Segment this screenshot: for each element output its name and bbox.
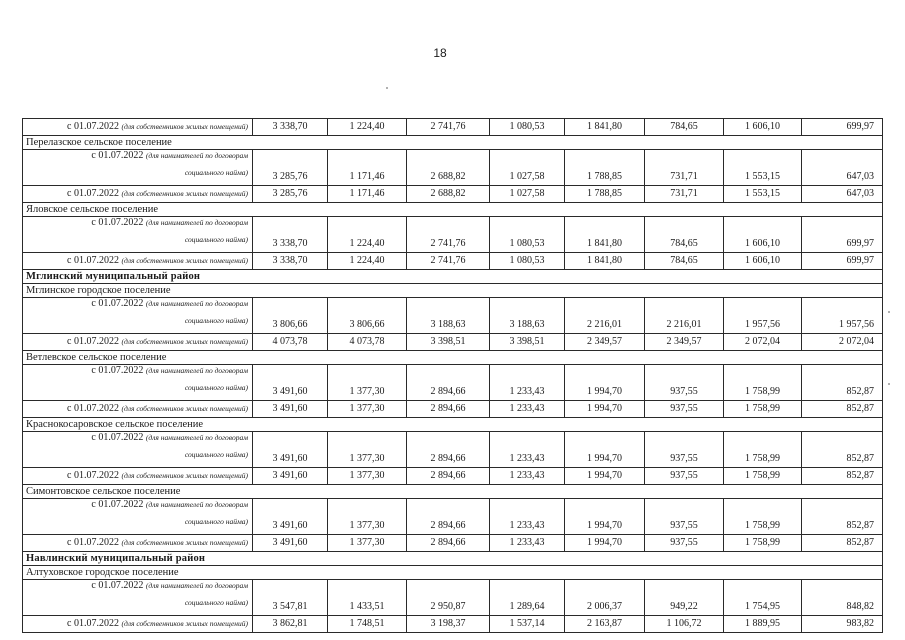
value-cell: 1 080,53: [490, 119, 565, 136]
value-cell: 1 289,64: [490, 580, 565, 616]
row-note-continued: социального найма): [184, 598, 248, 607]
value-cell: 1 994,70: [565, 499, 645, 535]
scan-speck: [888, 311, 890, 313]
row-note: (для собственников жилых помещений): [121, 189, 248, 198]
row-date: с 01.07.2022: [91, 217, 144, 228]
value-cell: 2 006,37: [565, 580, 645, 616]
row-label: [23, 217, 253, 253]
value-cell: 937,55: [645, 432, 724, 468]
table-row: [23, 616, 883, 633]
row-note: (для собственников жилых помещений): [121, 471, 248, 480]
row-date: с 01.07.2022: [67, 470, 119, 481]
value-cell: 3 862,81: [253, 616, 328, 633]
table-row: [23, 580, 883, 616]
value-cell: 2 216,01: [565, 298, 645, 334]
row-date: с 01.07.2022: [91, 365, 144, 376]
settlement-name: Краснокосаровское сельское поселение: [23, 418, 883, 432]
value-cell: 3 188,63: [407, 298, 490, 334]
value-cell: 1 377,30: [328, 432, 407, 468]
value-cell: 1 758,99: [724, 499, 802, 535]
row-label: [23, 535, 253, 552]
row-label: [23, 119, 253, 136]
value-cell: 3 806,66: [328, 298, 407, 334]
row-note: (для нанимателей по договорам: [145, 151, 248, 160]
row-date: с 01.07.2022: [67, 255, 119, 266]
settlement-header-row: [23, 418, 883, 432]
value-cell: 3 285,76: [253, 186, 328, 203]
value-cell: 784,65: [645, 217, 724, 253]
row-date: с 01.07.2022: [91, 150, 144, 161]
row-label: [23, 253, 253, 270]
row-note: (для нанимателей по договорам: [145, 218, 248, 227]
value-cell: 1 553,15: [724, 150, 802, 186]
value-cell: 1 606,10: [724, 217, 802, 253]
value-cell: 1 841,80: [565, 217, 645, 253]
row-date: с 01.07.2022: [67, 403, 119, 414]
value-cell: 3 188,63: [490, 298, 565, 334]
value-cell: 1 233,43: [490, 468, 565, 485]
value-cell: 852,87: [802, 365, 883, 401]
table-row: [23, 468, 883, 485]
row-note-continued: социального найма): [184, 517, 248, 526]
scan-speck: [888, 383, 890, 385]
value-cell: 647,03: [802, 186, 883, 203]
value-cell: 937,55: [645, 535, 724, 552]
settlement-name: Ветлевское сельское поселение: [23, 351, 883, 365]
value-cell: 1 377,30: [328, 468, 407, 485]
value-cell: 3 198,37: [407, 616, 490, 633]
row-note: (для нанимателей по договорам: [145, 299, 248, 308]
value-cell: 1 537,14: [490, 616, 565, 633]
row-date: с 01.07.2022: [91, 432, 144, 443]
settlement-name: Яловское сельское поселение: [23, 203, 883, 217]
row-label: [23, 150, 253, 186]
tariff-table-body: [23, 119, 883, 633]
value-cell: 2 894,66: [407, 535, 490, 552]
value-cell: 1 758,99: [724, 468, 802, 485]
value-cell: 1 754,95: [724, 580, 802, 616]
value-cell: 1 080,53: [490, 217, 565, 253]
row-note: (для собственников жилых помещений): [121, 619, 248, 628]
row-note: (для нанимателей по договорам: [145, 500, 248, 509]
tariff-table: [22, 118, 883, 633]
value-cell: 3 398,51: [407, 334, 490, 351]
value-cell: 848,82: [802, 580, 883, 616]
table-row: [23, 217, 883, 253]
settlement-name: Алтуховское городское поселение: [23, 566, 883, 580]
value-cell: 4 073,78: [328, 334, 407, 351]
row-date: с 01.07.2022: [67, 537, 119, 548]
value-cell: 731,71: [645, 150, 724, 186]
settlement-header-row: [23, 351, 883, 365]
value-cell: 1 433,51: [328, 580, 407, 616]
value-cell: 2 349,57: [565, 334, 645, 351]
row-date: с 01.07.2022: [91, 499, 144, 510]
row-note: (для нанимателей по договорам: [145, 366, 248, 375]
row-label: [23, 580, 253, 616]
value-cell: 3 491,60: [253, 468, 328, 485]
row-note-continued: социального найма): [184, 316, 248, 325]
scan-speck: [386, 87, 388, 89]
value-cell: 1 994,70: [565, 401, 645, 418]
value-cell: 3 338,70: [253, 119, 328, 136]
table-row: [23, 253, 883, 270]
value-cell: 731,71: [645, 186, 724, 203]
row-note-continued: социального найма): [184, 450, 248, 459]
row-note: (для нанимателей по договорам: [145, 433, 248, 442]
value-cell: 1 994,70: [565, 365, 645, 401]
value-cell: 3 491,60: [253, 432, 328, 468]
value-cell: 1 606,10: [724, 253, 802, 270]
table-row: [23, 334, 883, 351]
row-label: [23, 499, 253, 535]
value-cell: 3 491,60: [253, 499, 328, 535]
value-cell: 2 741,76: [407, 217, 490, 253]
value-cell: 983,82: [802, 616, 883, 633]
value-cell: 4 073,78: [253, 334, 328, 351]
value-cell: 1 233,43: [490, 365, 565, 401]
row-note: (для собственников жилых помещений): [121, 538, 248, 547]
value-cell: 1 171,46: [328, 186, 407, 203]
value-cell: 2 741,76: [407, 253, 490, 270]
district-name: Мглинский муниципальный район: [23, 270, 883, 284]
value-cell: 699,97: [802, 119, 883, 136]
value-cell: 1 957,56: [802, 298, 883, 334]
row-date: с 01.07.2022: [91, 298, 144, 309]
value-cell: 949,22: [645, 580, 724, 616]
table-row: [23, 186, 883, 203]
value-cell: 1 889,95: [724, 616, 802, 633]
row-label: [23, 186, 253, 203]
value-cell: 852,87: [802, 401, 883, 418]
row-label: [23, 298, 253, 334]
row-note: (для нанимателей по договорам: [145, 581, 248, 590]
value-cell: 2 950,87: [407, 580, 490, 616]
value-cell: 699,97: [802, 253, 883, 270]
table-row: [23, 535, 883, 552]
value-cell: 1 553,15: [724, 186, 802, 203]
value-cell: 1 758,99: [724, 535, 802, 552]
value-cell: 3 338,70: [253, 217, 328, 253]
row-date: с 01.07.2022: [67, 618, 119, 629]
value-cell: 1 758,99: [724, 365, 802, 401]
settlement-name: Мглинское городское поселение: [23, 284, 883, 298]
row-note: (для собственников жилых помещений): [121, 122, 248, 131]
value-cell: 1 224,40: [328, 119, 407, 136]
settlement-header-row: [23, 203, 883, 217]
value-cell: 2 688,82: [407, 186, 490, 203]
value-cell: 1 106,72: [645, 616, 724, 633]
value-cell: 2 349,57: [645, 334, 724, 351]
value-cell: 3 806,66: [253, 298, 328, 334]
value-cell: 1 377,30: [328, 365, 407, 401]
value-cell: 2 894,66: [407, 468, 490, 485]
value-cell: 937,55: [645, 499, 724, 535]
value-cell: 1 994,70: [565, 535, 645, 552]
value-cell: 1 224,40: [328, 253, 407, 270]
row-date: с 01.07.2022: [91, 580, 144, 591]
value-cell: 2 894,66: [407, 499, 490, 535]
value-cell: 852,87: [802, 499, 883, 535]
row-label: [23, 616, 253, 633]
value-cell: 1 994,70: [565, 432, 645, 468]
row-note: (для собственников жилых помещений): [121, 256, 248, 265]
table-row: [23, 401, 883, 418]
value-cell: 1 748,51: [328, 616, 407, 633]
value-cell: 647,03: [802, 150, 883, 186]
value-cell: 2 688,82: [407, 150, 490, 186]
value-cell: 852,87: [802, 432, 883, 468]
row-label: [23, 365, 253, 401]
row-note: (для собственников жилых помещений): [121, 404, 248, 413]
row-note-continued: социального найма): [184, 168, 248, 177]
value-cell: 1 758,99: [724, 432, 802, 468]
value-cell: 852,87: [802, 468, 883, 485]
table-row: [23, 365, 883, 401]
value-cell: 937,55: [645, 365, 724, 401]
value-cell: 3 491,60: [253, 535, 328, 552]
district-name: Навлинский муниципальный район: [23, 552, 883, 566]
row-label: [23, 334, 253, 351]
value-cell: 3 285,76: [253, 150, 328, 186]
value-cell: 1 233,43: [490, 432, 565, 468]
value-cell: 1 377,30: [328, 401, 407, 418]
value-cell: 699,97: [802, 217, 883, 253]
table-row: [23, 150, 883, 186]
value-cell: 784,65: [645, 119, 724, 136]
value-cell: 2 072,04: [724, 334, 802, 351]
value-cell: 2 741,76: [407, 119, 490, 136]
value-cell: 1 233,43: [490, 535, 565, 552]
value-cell: 1 171,46: [328, 150, 407, 186]
value-cell: 852,87: [802, 535, 883, 552]
value-cell: 937,55: [645, 401, 724, 418]
row-note-continued: социального найма): [184, 235, 248, 244]
value-cell: 1 994,70: [565, 468, 645, 485]
value-cell: 784,65: [645, 253, 724, 270]
value-cell: 1 758,99: [724, 401, 802, 418]
value-cell: 1 224,40: [328, 217, 407, 253]
settlement-name: Симонтовское сельское поселение: [23, 485, 883, 499]
value-cell: 1 377,30: [328, 535, 407, 552]
value-cell: 1 233,43: [490, 401, 565, 418]
page-number: 18: [433, 46, 447, 60]
row-label: [23, 468, 253, 485]
value-cell: 3 491,60: [253, 401, 328, 418]
value-cell: 2 894,66: [407, 401, 490, 418]
row-date: с 01.07.2022: [67, 121, 119, 132]
table-row: [23, 499, 883, 535]
row-label: [23, 432, 253, 468]
value-cell: 2 894,66: [407, 432, 490, 468]
settlement-name: Перелазское сельское поселение: [23, 136, 883, 150]
value-cell: 1 957,56: [724, 298, 802, 334]
row-date: с 01.07.2022: [67, 336, 119, 347]
row-label: [23, 401, 253, 418]
row-date: с 01.07.2022: [67, 188, 119, 199]
value-cell: 3 338,70: [253, 253, 328, 270]
value-cell: 937,55: [645, 468, 724, 485]
value-cell: 1 788,85: [565, 150, 645, 186]
table-row: [23, 298, 883, 334]
settlement-header-row: [23, 136, 883, 150]
table-row: [23, 119, 883, 136]
value-cell: 3 491,60: [253, 365, 328, 401]
row-note-continued: социального найма): [184, 383, 248, 392]
value-cell: 1 080,53: [490, 253, 565, 270]
value-cell: 2 216,01: [645, 298, 724, 334]
row-note: (для собственников жилых помещений): [121, 337, 248, 346]
value-cell: 3 398,51: [490, 334, 565, 351]
district-header-row: [23, 552, 883, 566]
settlement-header-row: [23, 485, 883, 499]
value-cell: 1 841,80: [565, 253, 645, 270]
value-cell: 1 233,43: [490, 499, 565, 535]
value-cell: 2 072,04: [802, 334, 883, 351]
value-cell: 2 894,66: [407, 365, 490, 401]
value-cell: 1 027,58: [490, 150, 565, 186]
settlement-header-row: [23, 284, 883, 298]
value-cell: 1 788,85: [565, 186, 645, 203]
table-row: [23, 432, 883, 468]
value-cell: 1 377,30: [328, 499, 407, 535]
settlement-header-row: [23, 566, 883, 580]
value-cell: 3 547,81: [253, 580, 328, 616]
value-cell: 1 027,58: [490, 186, 565, 203]
value-cell: 1 841,80: [565, 119, 645, 136]
value-cell: 1 606,10: [724, 119, 802, 136]
district-header-row: [23, 270, 883, 284]
value-cell: 2 163,87: [565, 616, 645, 633]
